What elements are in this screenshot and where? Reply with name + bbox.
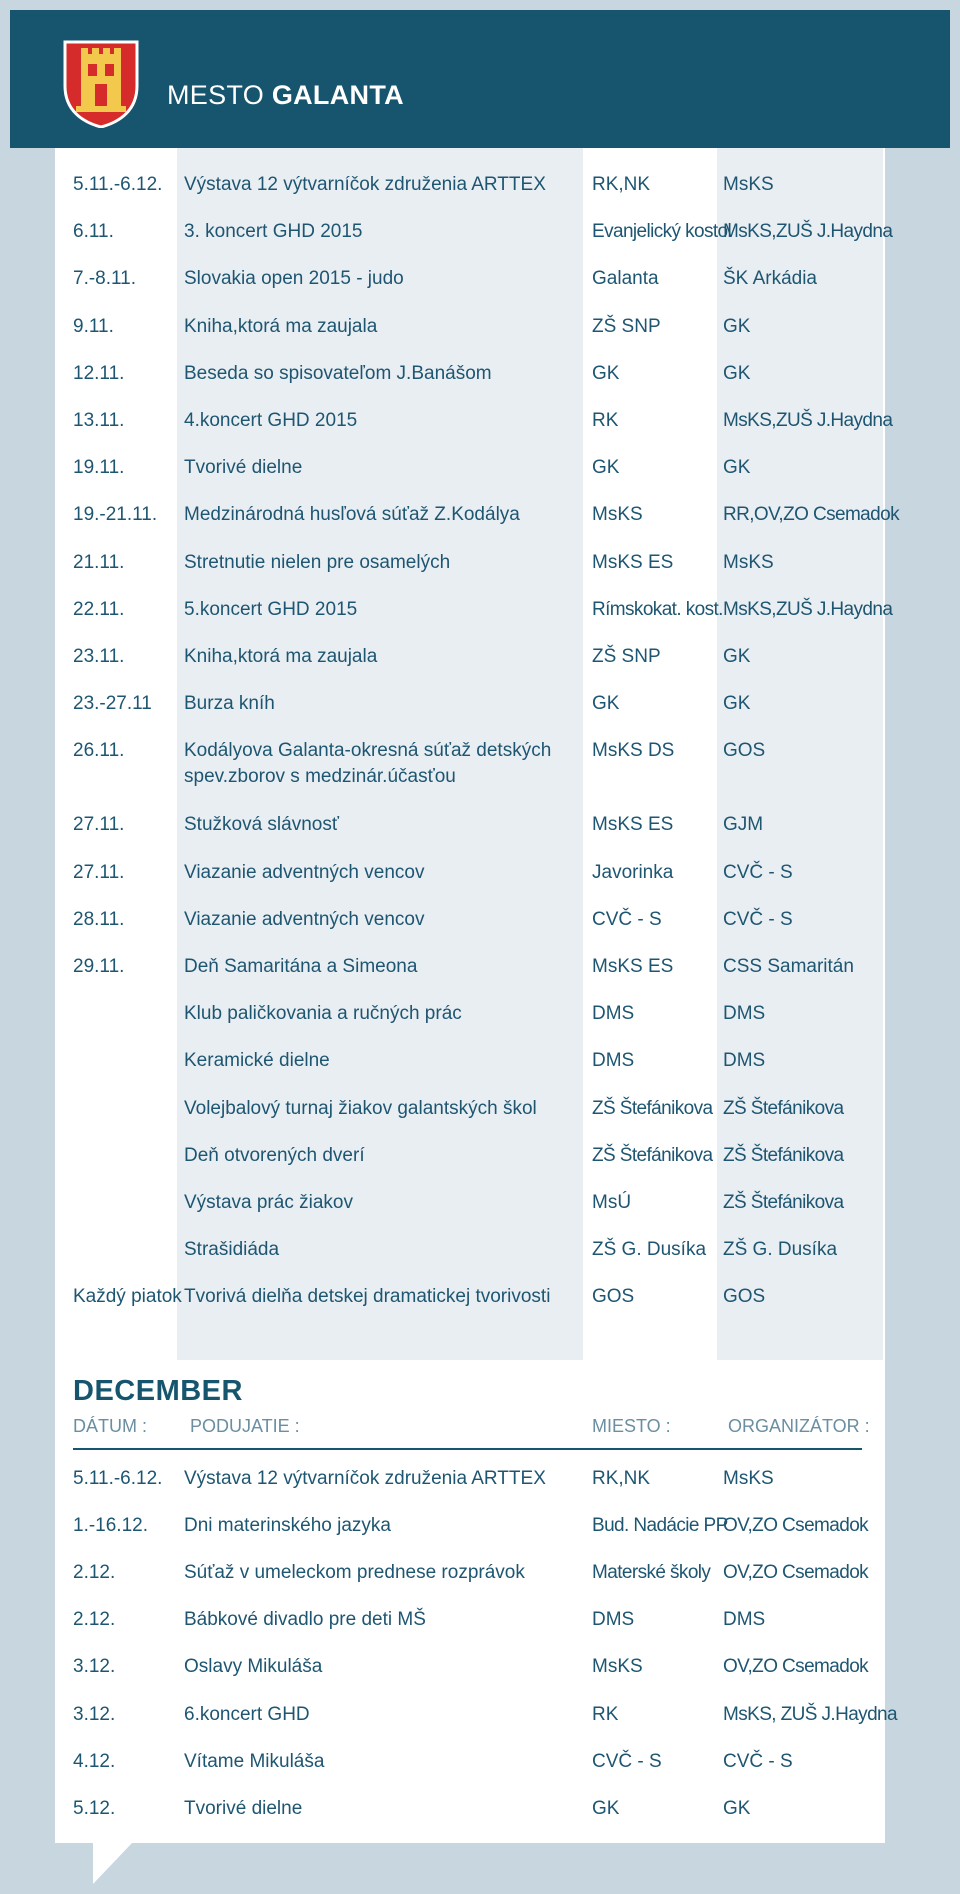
- event-organizer: GK: [723, 457, 751, 479]
- event-organizer: CVČ - S: [723, 861, 793, 883]
- event-organizer: MsKS, ZUŠ J.Haydna: [723, 1703, 897, 1725]
- event-place: MsKS: [592, 1656, 643, 1678]
- event-name: Klub paličkovania a ručných prác: [184, 1003, 462, 1025]
- event-place: ZŠ SNP: [592, 646, 661, 667]
- event-place: GOS: [592, 1286, 635, 1308]
- event-date: 5.12.: [73, 1797, 116, 1819]
- event-date: 27.11.: [73, 861, 125, 883]
- event-date: 23.11.: [73, 646, 125, 667]
- event-place: MsKS: [592, 504, 643, 526]
- event-place: DMS: [592, 1050, 635, 1072]
- event-name: 5.koncert GHD 2015: [184, 598, 358, 620]
- event-organizer: ZŠ Štefánikova: [723, 1097, 844, 1119]
- table-row: [0, 1048, 960, 1095]
- event-place: MsKS ES: [592, 814, 674, 836]
- table-row: [0, 1190, 960, 1237]
- event-place: GK: [592, 1797, 620, 1819]
- event-date: 28.11.: [73, 908, 125, 930]
- event-organizer: GK: [723, 646, 751, 667]
- event-place: Materské školy: [592, 1562, 711, 1584]
- event-name: Medzinárodná husľová súťaž Z.Kodálya: [184, 504, 520, 526]
- event-date: 9.11.: [73, 315, 114, 337]
- galanta-coat-of-arms-icon: [62, 40, 140, 128]
- event-place: ZŠ Štefánikova: [592, 1097, 713, 1119]
- table-row: [0, 812, 960, 859]
- event-date: 4.12.: [73, 1750, 116, 1772]
- event-organizer: MsKS,ZUŠ J.Haydna: [723, 410, 893, 431]
- event-organizer: ZŠ G. Dusíka: [723, 1239, 838, 1261]
- table-row: [0, 1560, 960, 1607]
- event-name: 3. koncert GHD 2015: [184, 221, 363, 243]
- event-place: MsKS DS: [592, 740, 675, 762]
- event-place: Galanta: [592, 268, 659, 290]
- table-row: [0, 954, 960, 1001]
- table-row: [0, 1749, 960, 1796]
- event-organizer: MsKS,ZUŠ J.Haydna: [723, 221, 893, 243]
- event-date: 6.11.: [73, 221, 114, 243]
- event-organizer: GK: [723, 1797, 751, 1819]
- event-place: MsKS ES: [592, 551, 674, 573]
- table-row: [0, 1513, 960, 1560]
- column-header-date: DÁTUM :: [73, 1416, 147, 1436]
- table-row: [0, 266, 960, 313]
- event-name: Stretnutie nielen pre osamelých: [184, 551, 451, 573]
- event-name: Tvorivé dielne: [184, 457, 303, 479]
- event-name: Bábkové divadlo pre deti MŠ: [184, 1609, 426, 1631]
- column-header-org: ORGANIZÁTOR :: [728, 1416, 870, 1436]
- event-name: Deň Samaritána a Simeona: [184, 956, 418, 977]
- table-row: [0, 361, 960, 408]
- event-organizer: DMS: [723, 1003, 766, 1025]
- event-name: Kodályova Galanta-okresná súťaž detských spev.zborov s medzinár.účasťou: [184, 740, 552, 788]
- event-place: RK: [592, 410, 619, 431]
- event-name: 4.koncert GHD 2015: [184, 410, 358, 431]
- month-title-december: DECEMBER: [73, 1375, 243, 1407]
- table-row: [0, 455, 960, 502]
- table-row: [0, 1702, 960, 1749]
- event-name: Deň otvorených dverí: [184, 1144, 365, 1166]
- event-name: Tvorivé dielne: [184, 1797, 303, 1819]
- event-date: 19.11.: [73, 457, 125, 479]
- event-organizer: CSS Samaritán: [723, 956, 854, 977]
- event-date: 5.11.-6.12.: [73, 174, 163, 195]
- table-row: [0, 907, 960, 954]
- table-row: [0, 502, 960, 549]
- event-organizer: MsKS,ZUŠ J.Haydna: [723, 598, 893, 620]
- event-name: Kniha,ktorá ma zaujala: [184, 646, 378, 667]
- event-date: 19.-21.11.: [73, 504, 158, 526]
- event-organizer: ZŠ Štefánikova: [723, 1144, 844, 1166]
- event-organizer: MsKS: [723, 551, 774, 573]
- event-name: Tvorivá dielňa detskej dramatickej tvorivosti: [184, 1286, 551, 1308]
- table-row: [0, 1143, 960, 1190]
- event-name: Súťaž v umeleckom prednese rozprávok: [184, 1562, 525, 1584]
- event-place: GK: [592, 693, 620, 715]
- event-name: Slovakia open 2015 - judo: [184, 268, 404, 290]
- event-organizer: GOS: [723, 1286, 766, 1308]
- event-place: MsKS ES: [592, 956, 674, 977]
- event-name: Výstava 12 výtvarníčok združenia ARTTEX: [184, 1468, 546, 1489]
- site-header: [10, 10, 950, 148]
- event-date: 29.11.: [73, 956, 125, 977]
- event-name: Dni materinského jazyka: [184, 1515, 391, 1537]
- event-date: 12.11.: [73, 362, 125, 384]
- event-name: Oslavy Mikuláša: [184, 1656, 323, 1678]
- event-name: Stužková slávnosť: [184, 814, 339, 836]
- event-organizer: OV,ZO Csemadok: [723, 1515, 869, 1537]
- header-divider: [73, 1448, 862, 1450]
- table-row: [0, 172, 960, 219]
- event-place: GK: [592, 362, 620, 384]
- table-row: [0, 691, 960, 738]
- event-name: Volejbalový turnaj žiakov galantských škol: [184, 1097, 537, 1119]
- event-name: Kniha,ktorá ma zaujala: [184, 315, 378, 337]
- event-place: CVČ - S: [592, 1750, 662, 1772]
- event-name: Viazanie adventných vencov: [184, 861, 425, 883]
- event-place: RK,NK: [592, 174, 651, 195]
- column-header-place: MIESTO :: [592, 1416, 671, 1436]
- event-name: Výstava 12 výtvarníčok združenia ARTTEX: [184, 174, 546, 195]
- event-name: Beseda so spisovateľom J.Banášom: [184, 362, 492, 384]
- event-place: Javorinka: [592, 861, 674, 883]
- table-row: [0, 1654, 960, 1701]
- event-date: 13.11.: [73, 410, 125, 431]
- event-place: Evanjelický kostol: [592, 221, 732, 243]
- event-organizer: GK: [723, 693, 751, 715]
- event-organizer: MsKS: [723, 1468, 774, 1489]
- table-row: [0, 550, 960, 597]
- table-row: [0, 1096, 960, 1143]
- card-notch: [93, 1842, 133, 1884]
- event-date: 26.11.: [73, 740, 125, 762]
- site-title: [167, 80, 404, 111]
- table-row: [0, 1466, 960, 1513]
- event-date: 7.-8.11.: [73, 268, 137, 290]
- table-row: [0, 1001, 960, 1048]
- event-date: Každý piatok: [73, 1286, 182, 1308]
- column-header-event: PODUJATIE :: [190, 1416, 300, 1436]
- event-organizer: MsKS: [723, 174, 774, 195]
- event-organizer: GK: [723, 362, 751, 384]
- event-place: DMS: [592, 1609, 635, 1631]
- event-place: RK: [592, 1703, 619, 1725]
- event-organizer: OV,ZO Csemadok: [723, 1562, 869, 1584]
- event-organizer: OV,ZO Csemadok: [723, 1656, 869, 1678]
- event-name: 6.koncert GHD: [184, 1703, 310, 1725]
- event-date: 3.12.: [73, 1703, 116, 1725]
- event-place: Rímskokat. kost.: [592, 598, 723, 620]
- event-organizer: CVČ - S: [723, 908, 793, 930]
- table-row: [0, 408, 960, 455]
- event-date: 27.11.: [73, 814, 125, 836]
- table-row: [0, 738, 960, 788]
- event-organizer: ZŠ Štefánikova: [723, 1192, 844, 1213]
- table-row: [0, 597, 960, 644]
- event-name: Viazanie adventných vencov: [184, 908, 425, 930]
- event-place: GK: [592, 457, 620, 479]
- table-row: [0, 1796, 960, 1843]
- event-name: Strašidiáda: [184, 1239, 280, 1261]
- event-name: Keramické dielne: [184, 1050, 330, 1072]
- event-place: RK,NK: [592, 1468, 651, 1489]
- event-organizer: DMS: [723, 1609, 766, 1631]
- table-row: [0, 314, 960, 361]
- event-organizer: ŠK Arkádia: [723, 268, 817, 290]
- site-title-light: MESTO: [167, 80, 265, 110]
- event-place: Bud. Nadácie PP: [592, 1515, 728, 1537]
- site-title-bold: GALANTA: [271, 80, 404, 110]
- event-date: 2.12.: [73, 1562, 116, 1584]
- event-date: 5.11.-6.12.: [73, 1468, 163, 1489]
- event-place: ZŠ SNP: [592, 315, 661, 337]
- event-organizer: GK: [723, 315, 751, 337]
- table-row: [0, 1237, 960, 1284]
- event-organizer: CVČ - S: [723, 1750, 793, 1772]
- table-row: [0, 219, 960, 266]
- event-place: MsÚ: [592, 1192, 632, 1213]
- event-organizer: DMS: [723, 1050, 766, 1072]
- table-row: [0, 644, 960, 691]
- event-date: 3.12.: [73, 1656, 116, 1678]
- event-date: 22.11.: [73, 598, 125, 620]
- event-name: Vítame Mikuláša: [184, 1750, 325, 1772]
- event-date: 23.-27.11: [73, 693, 152, 715]
- event-organizer: GJM: [723, 814, 764, 836]
- event-date: 2.12.: [73, 1609, 116, 1631]
- event-place: CVČ - S: [592, 908, 662, 930]
- event-place: ZŠ G. Dusíka: [592, 1239, 707, 1261]
- event-name: Burza kníh: [184, 693, 275, 715]
- event-place: DMS: [592, 1003, 635, 1025]
- table-row: [0, 860, 960, 907]
- event-date: 21.11.: [73, 551, 125, 573]
- table-row: [0, 1607, 960, 1654]
- event-place: ZŠ Štefánikova: [592, 1144, 713, 1166]
- event-organizer: RR,OV,ZO Csemadok: [723, 504, 899, 526]
- event-date: 1.-16.12.: [73, 1515, 148, 1537]
- event-organizer: GOS: [723, 740, 766, 762]
- event-name: Výstava prác žiakov: [184, 1192, 353, 1213]
- table-row: [0, 1284, 960, 1331]
